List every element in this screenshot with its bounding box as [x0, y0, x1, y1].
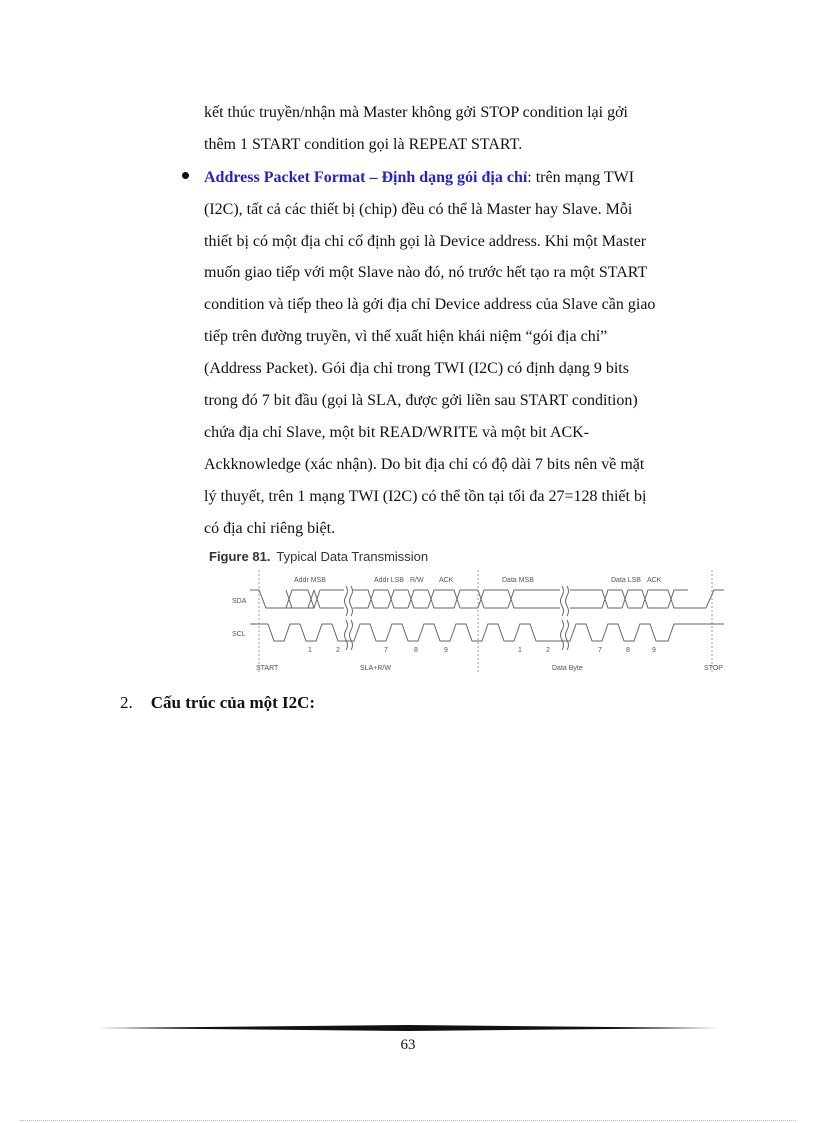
body-text-line: condition và tiếp theo là gởi địa chỉ Device address của Slave cần giao: [204, 296, 656, 313]
timing-diagram: [228, 568, 724, 676]
clock-num: 2: [336, 647, 340, 654]
figure-caption: [209, 549, 428, 564]
bullet-heading-rest: : trên mạng TWI: [527, 169, 635, 186]
clock-num: 9: [444, 647, 448, 654]
page-number: 63: [400, 1037, 416, 1053]
break-marks: [345, 586, 569, 650]
section-title: Cấu trúc của một I2C:: [150, 693, 316, 712]
label-sda: SDA: [232, 598, 247, 605]
section-number: 2.: [120, 693, 133, 712]
label-data-msb: Data MSB: [502, 577, 534, 584]
label-addr-msb: Addr MSB: [294, 577, 326, 584]
label-start: START: [256, 665, 279, 672]
clock-num: 7: [598, 647, 602, 654]
body-text-line: Ackknowledge (xác nhận). Do bit địa chỉ có độ dài 7 bits nên về mặt: [204, 456, 645, 473]
body-text-line: (I2C), tất cả các thiết bị (chip) đều có thể là Master hay Slave. Mỗi: [204, 201, 633, 218]
clock-num: 8: [414, 647, 418, 654]
body-text-line: tiếp trên đường truyền, vì thế xuất hiện khái niệm “gói địa chỉ”: [204, 328, 608, 345]
body-text-line: kết thúc truyền/nhận mà Master không gởi STOP condition lại gởi: [204, 104, 628, 121]
body-text-line: thêm 1 START condition gọi là REPEAT START.: [204, 136, 523, 153]
body-text-line: muốn giao tiếp với một Slave nào đó, nó trước hết tạo ra một START: [204, 264, 648, 281]
clock-num: 1: [518, 647, 522, 654]
clock-num: 9: [652, 647, 656, 654]
clock-num: 1: [308, 647, 312, 654]
body-text-line: chứa địa chỉ Slave, một bit READ/WRITE và một bit ACK-: [204, 424, 590, 441]
section-heading: [120, 693, 315, 713]
bullet-icon: [182, 172, 189, 179]
body-text-line: có địa chỉ riêng biệt.: [204, 520, 336, 537]
label-stop: STOP: [704, 665, 723, 672]
figure-title: Typical Data Transmission: [276, 549, 429, 564]
body-text-line: trong đó 7 bit đầu (gọi là SLA, được gởi liền sau START condition): [204, 392, 638, 409]
body-text-line: lý thuyết, trên 1 mạng TWI (I2C) có thể tồn tại tối đa 27=128 thiết bị: [204, 488, 647, 505]
label-data-byte: Data Byte: [552, 665, 583, 672]
label-ack: ACK: [439, 577, 454, 584]
body-text-line: (Address Packet). Gói địa chỉ trong TWI (I2C) có định dạng 9 bits: [204, 360, 629, 377]
clock-num: 8: [626, 647, 630, 654]
clock-num: 2: [546, 647, 550, 654]
bullet-heading: Address Packet Format – Định dạng gói địa chỉ: [204, 169, 528, 186]
label-scl: SCL: [232, 631, 246, 638]
body-text-line: thiết bị có một địa chỉ cố định gọi là Device address. Khi một Master: [204, 233, 647, 250]
clock-num: 7: [384, 647, 388, 654]
label-addr-lsb: Addr LSB: [374, 577, 404, 584]
footer-rule: [97, 1025, 719, 1031]
figure-number: Figure 81.: [209, 549, 271, 564]
page-edge-divider: [20, 1120, 796, 1121]
bullet-first-line: [204, 168, 634, 188]
scl-waveform: [250, 624, 724, 641]
label-rw: R/W: [410, 577, 424, 584]
label-data-lsb: Data LSB: [611, 577, 641, 584]
label-ack2: ACK: [647, 577, 662, 584]
sda-waveform: [250, 590, 724, 608]
label-sla-rw: SLA+R/W: [360, 665, 391, 672]
